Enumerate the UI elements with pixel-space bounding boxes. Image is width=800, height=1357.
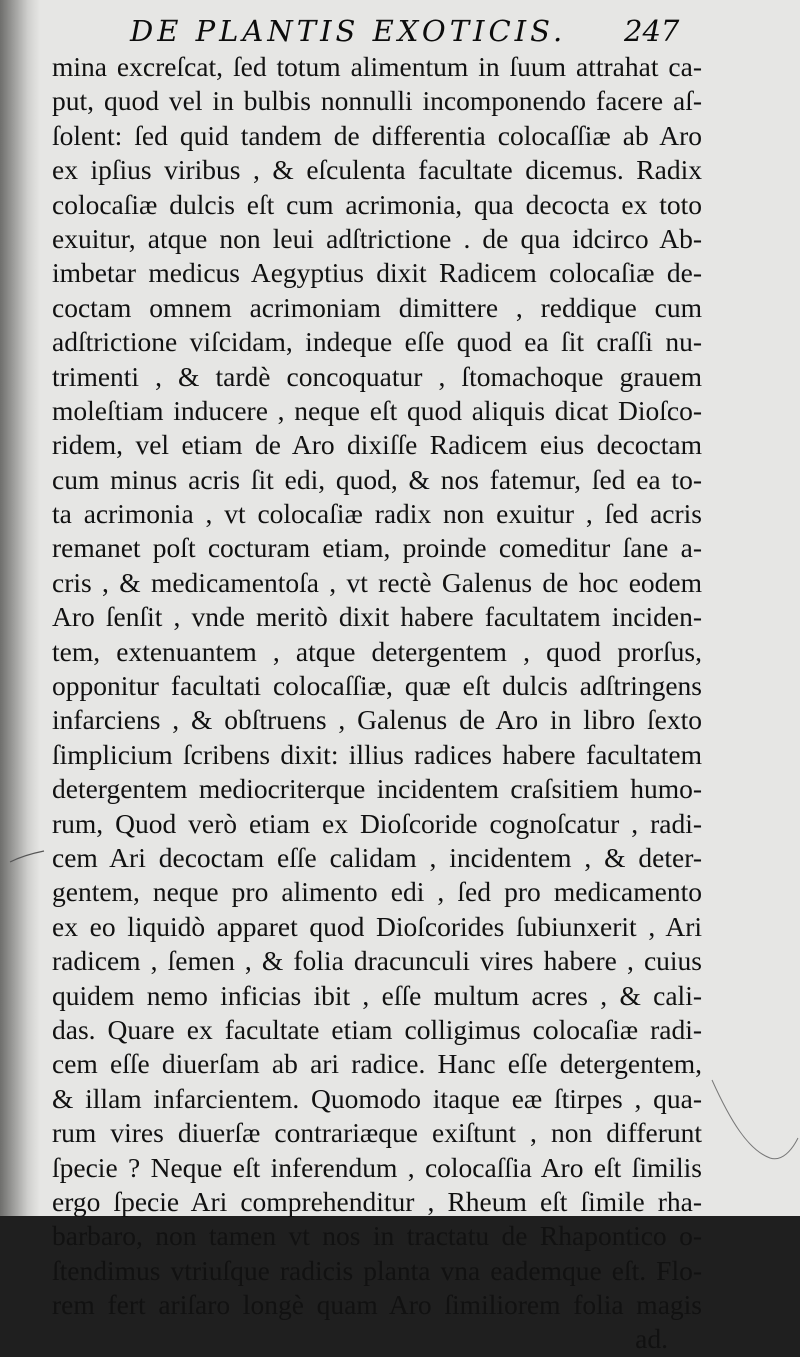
text-line: moleſtiam inducere , neque eſt quod aliquis dicat Dioſco-: [52, 394, 702, 426]
text-line: put, quod vel in bulbis nonnulli incomponendo facere aſ-: [52, 85, 702, 117]
text-line: mina excreſcat, ſed totum alimentum in ſuum attrahat ca-: [52, 51, 702, 82]
text-line: cem eſſe diuerſam ab ari radice. Hanc eſſe detergentem,: [52, 1048, 702, 1080]
text-line: rum, Quod verò etiam ex Dioſcoride cognoſcatur , radi-: [52, 807, 702, 839]
text-line: ridem, vel etiam de Aro dixiſſe Radicem eius decoctam: [52, 429, 702, 461]
margin-scratch-mark: [712, 1080, 798, 1159]
text-line: barbaro, non tamen vt nos in tractatu de Rhapontico o-: [52, 1220, 702, 1252]
running-head-title: DE PLANTIS EXOTICIS.: [130, 14, 567, 48]
text-line: coctam omnem acrimoniam dimittere , reddique cum: [52, 291, 702, 323]
text-line: tem, extenuantem , atque detergentem , quod prorſus,: [52, 635, 702, 667]
text-line: cem Ari decoctam eſſe calidam , incidentem , & deter-: [52, 841, 702, 873]
text-line: gentem, neque pro alimento edi , ſed pro medicamento: [52, 876, 702, 908]
text-line: remanet poſt cocturam etiam, proinde comeditur ſane a-: [52, 532, 702, 564]
margin-scratch-mark: [10, 851, 44, 862]
text-line: infarciens , & obſtruens , Galenus de Aro in libro ſexto: [52, 704, 702, 736]
text-line: radicem , ſemen , & folia dracunculi vires habere , cuius: [52, 945, 702, 977]
text-line: cum minus acris ſit edi, quod, & nos fatemur, ſed ea to-: [52, 463, 702, 495]
text-line: ſolent: ſed quid tandem de differentia colocaſſiæ ab Aro: [52, 119, 702, 151]
text-line: exuitur, atque non leui adſtrictione . de qua idcirco Ab-: [52, 222, 702, 254]
text-line: imbetar medicus Aegyptius dixit Radicem colocaſiæ de-: [52, 257, 702, 289]
catchword: [52, 1322, 702, 1356]
text-line: trimenti , & tardè concoquatur , ſtomachoque grauem: [52, 360, 702, 392]
text-line: ex eo liquidò apparet quod Dioſcorides ſubiunxerit , Ari: [52, 910, 702, 942]
page-number: 247: [624, 14, 680, 48]
text-line: colocaſiæ dulcis eſt cum acrimonia, qua decocta ex toto: [52, 188, 702, 220]
text-line: ex ipſius viribus , & eſculenta facultate dicemus. Radix: [52, 154, 702, 186]
text-line: rem fert ariſaro longè quam Aro ſimiliorem folia magis: [52, 1289, 702, 1321]
text-line: quidem nemo inficias ibit , eſſe multum acres , & cali-: [52, 979, 702, 1011]
text-line: ſpecie ? Neque eſt inferendum , colocaſſia Aro eſt ſimilis: [52, 1151, 702, 1183]
text-line: rum vires diuerſæ contrariæque exiſtunt , non differunt: [52, 1117, 702, 1149]
text-line: ſimplicium ſcribens dixit: illius radices habere facultatem: [52, 738, 702, 770]
text-line: das. Quare ex facultate etiam colligimus colocaſiæ radi-: [52, 1013, 702, 1045]
text-line: cris , & medicamentoſa , vt rectè Galenus de hoc eodem: [52, 566, 702, 598]
text-line: Aro ſenſit , vnde meritò dixit habere facultatem inciden-: [52, 601, 702, 633]
text-line: detergentem mediocriterque incidentem craſsitiem humo-: [52, 773, 702, 805]
text-line: adſtrictione viſcidam, indeque eſſe quod ea ſit craſſi nu-: [52, 326, 702, 358]
text-line: ſtendimus vtriuſque radicis planta vna eademque eſt. Flo-: [52, 1254, 702, 1286]
catchword-text: ad.: [635, 1323, 668, 1355]
text-line: opponitur facultati colocaſſiæ, quæ eſt dulcis adſtringens: [52, 670, 702, 702]
text-line: ta acrimonia , vt colocaſiæ radix non exuitur , ſed acris: [52, 498, 702, 530]
text-line: ergo ſpecie Ari comprehenditur , Rheum eſt ſimile rha-: [52, 1185, 702, 1217]
text-line: & illam infarcientem. Quomodo itaque eæ ſtirpes , qua-: [52, 1082, 702, 1114]
